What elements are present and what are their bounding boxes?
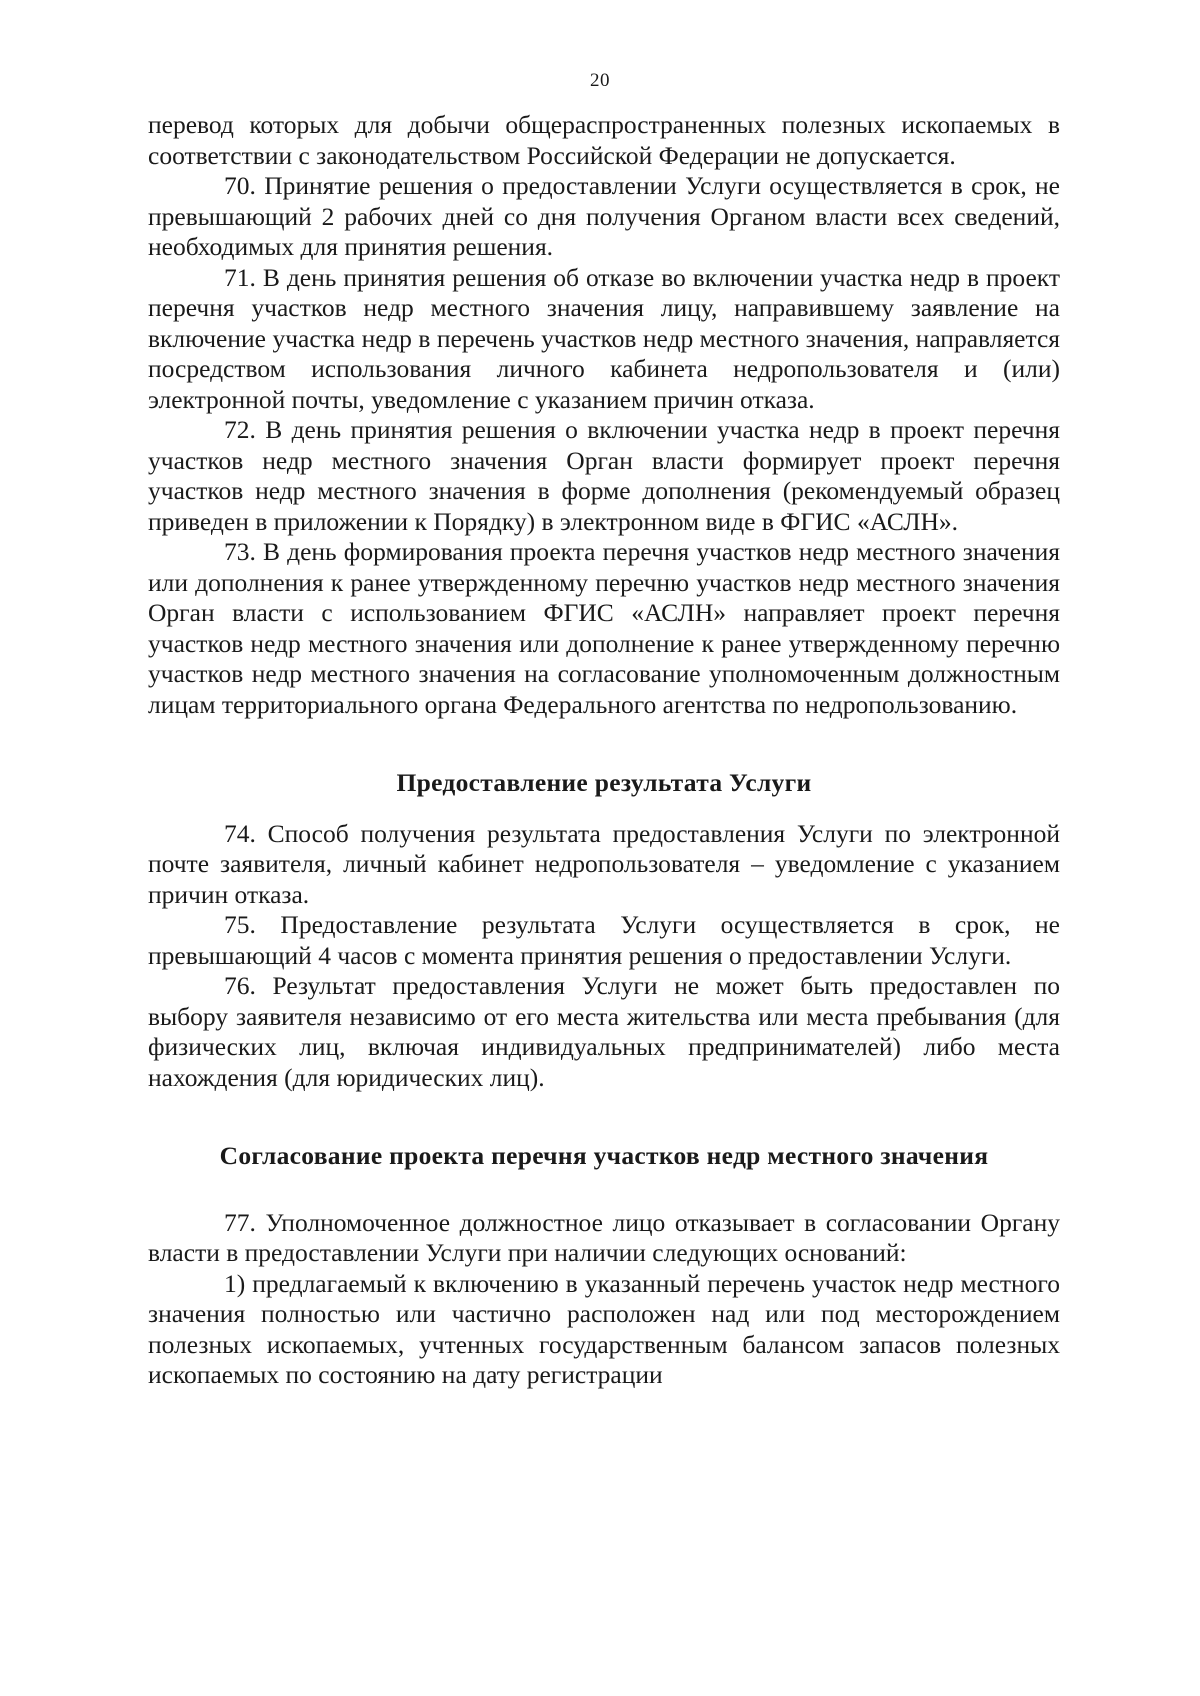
paragraph-73: 73. В день формирования проекта перечня участков недр местного значения или дополнения к ранее утвержденному перечню участков недр местного значения Орган власти с использованием ФГИС «АСЛН» направляет проект перечня участков недр местного значения или дополнение к ранее утвержденному перечню участков недр местного значения на согласование уполномоченным должностным лицам территориального органа Федерального агентства по недропользованию. <box>148 537 1060 719</box>
paragraph-77: 77. Уполномоченное должностное лицо отказывает в согласовании Органу власти в предоставлении Услуги при наличии следующих оснований: <box>148 1207 1060 1267</box>
paragraph-75: 75. Предоставление результата Услуги осуществляется в срок, не превышающий 4 часов с момента принятия решения о предоставлении Услуги. <box>148 910 1060 970</box>
paragraph-70: 70. Принятие решения о предоставлении Услуги осуществляется в срок, не превышающий 2 рабочих дней со дня получения Органом власти всех сведений, необходимых для принятия решения. <box>148 171 1060 261</box>
paragraph-72: 72. В день принятия решения о включении участка недр в проект перечня участков недр местного значения Орган власти формирует проект перечня участков недр местного значения в форме дополнения (рекомендуемый образец приведен в приложении к Порядку) в электронном виде в ФГИС «АСЛН». <box>148 415 1060 536</box>
document-body <box>148 110 1060 1391</box>
section-heading-result: Предоставление результата Услуги <box>396 768 812 797</box>
paragraph-74: 74. Способ получения результата предоставления Услуги по электронной почте заявителя, личный кабинет недропользователя – уведомление с указанием причин отказа. <box>148 818 1060 909</box>
paragraph-71: 71. В день принятия решения об отказе во включении участка недр в проект перечня участков недр местного значения лицу, направившему заявление на включение участка недр в перечень участков недр местного значения, направляется посредством использования личного кабинета недропользователя и (или) электронной почты, уведомление с указанием причин отказа. <box>148 262 1060 414</box>
paragraph-77-item-1: 1) предлагаемый к включению в указанный перечень участок недр местного значения полностью или частично расположен над или под месторождением полезных ископаемых, учтенных государственным балансом запасов полезных ископаемых по состоянию на дату регистрации <box>148 1268 1060 1389</box>
page-number: 20 <box>590 70 610 91</box>
paragraph-continuation: перевод которых для добычи общераспространенных полезных ископаемых в соответствии с законодательством Российской Федерации не допускается. <box>148 110 1060 170</box>
paragraph-76: 76. Результат предоставления Услуги не может быть предоставлен по выбору заявителя независимо от его места жительства или места пребывания (для физических лиц, включая индивидуальных предпринимателей) либо места нахождения (для юридических лиц). <box>148 971 1060 1092</box>
section-heading-approval: Согласование проекта перечня участков недр местного значения <box>219 1141 989 1170</box>
